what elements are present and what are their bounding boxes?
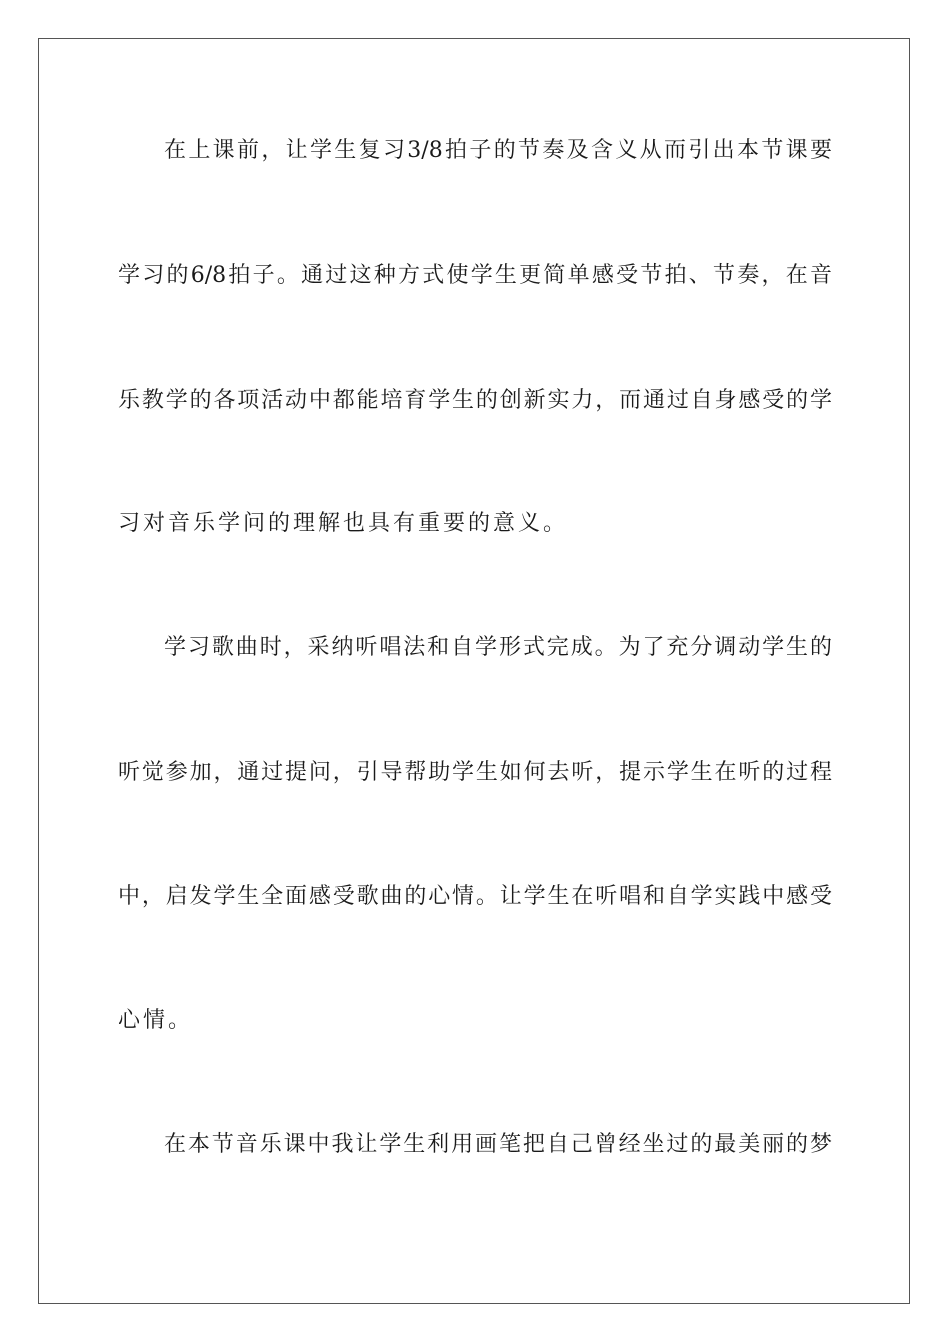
page-border [38, 38, 910, 1304]
paragraph-2-line-1: 学习歌曲时，采纳听唱法和自学形式完成。为了充分调动学生的 [164, 635, 832, 660]
paragraph-1-line-1: 在上课前，让学生复习3/8拍子的节奏及含义从而引出本节课要 [164, 138, 832, 163]
paragraph-1-line-2: 学习的6/8拍子。通过这种方式使学生更简单感受节拍、节奏，在音 [118, 263, 832, 288]
paragraph-1-line-3: 乐教学的各项活动中都能培育学生的创新实力，而通过自身感受的学 [118, 388, 832, 413]
paragraph-2-line-4: 心情。 [118, 1008, 194, 1033]
paragraph-3-line-1: 在本节音乐课中我让学生利用画笔把自己曾经坐过的最美丽的梦 [164, 1132, 832, 1157]
paragraph-2-line-3: 中，启发学生全面感受歌曲的心情。让学生在听唱和自学实践中感受 [118, 884, 832, 909]
paragraph-1-line-4: 习对音乐学问的理解也具有重要的意义。 [118, 511, 569, 536]
paragraph-2-line-2: 听觉参加，通过提问，引导帮助学生如何去听，提示学生在听的过程 [118, 760, 832, 785]
